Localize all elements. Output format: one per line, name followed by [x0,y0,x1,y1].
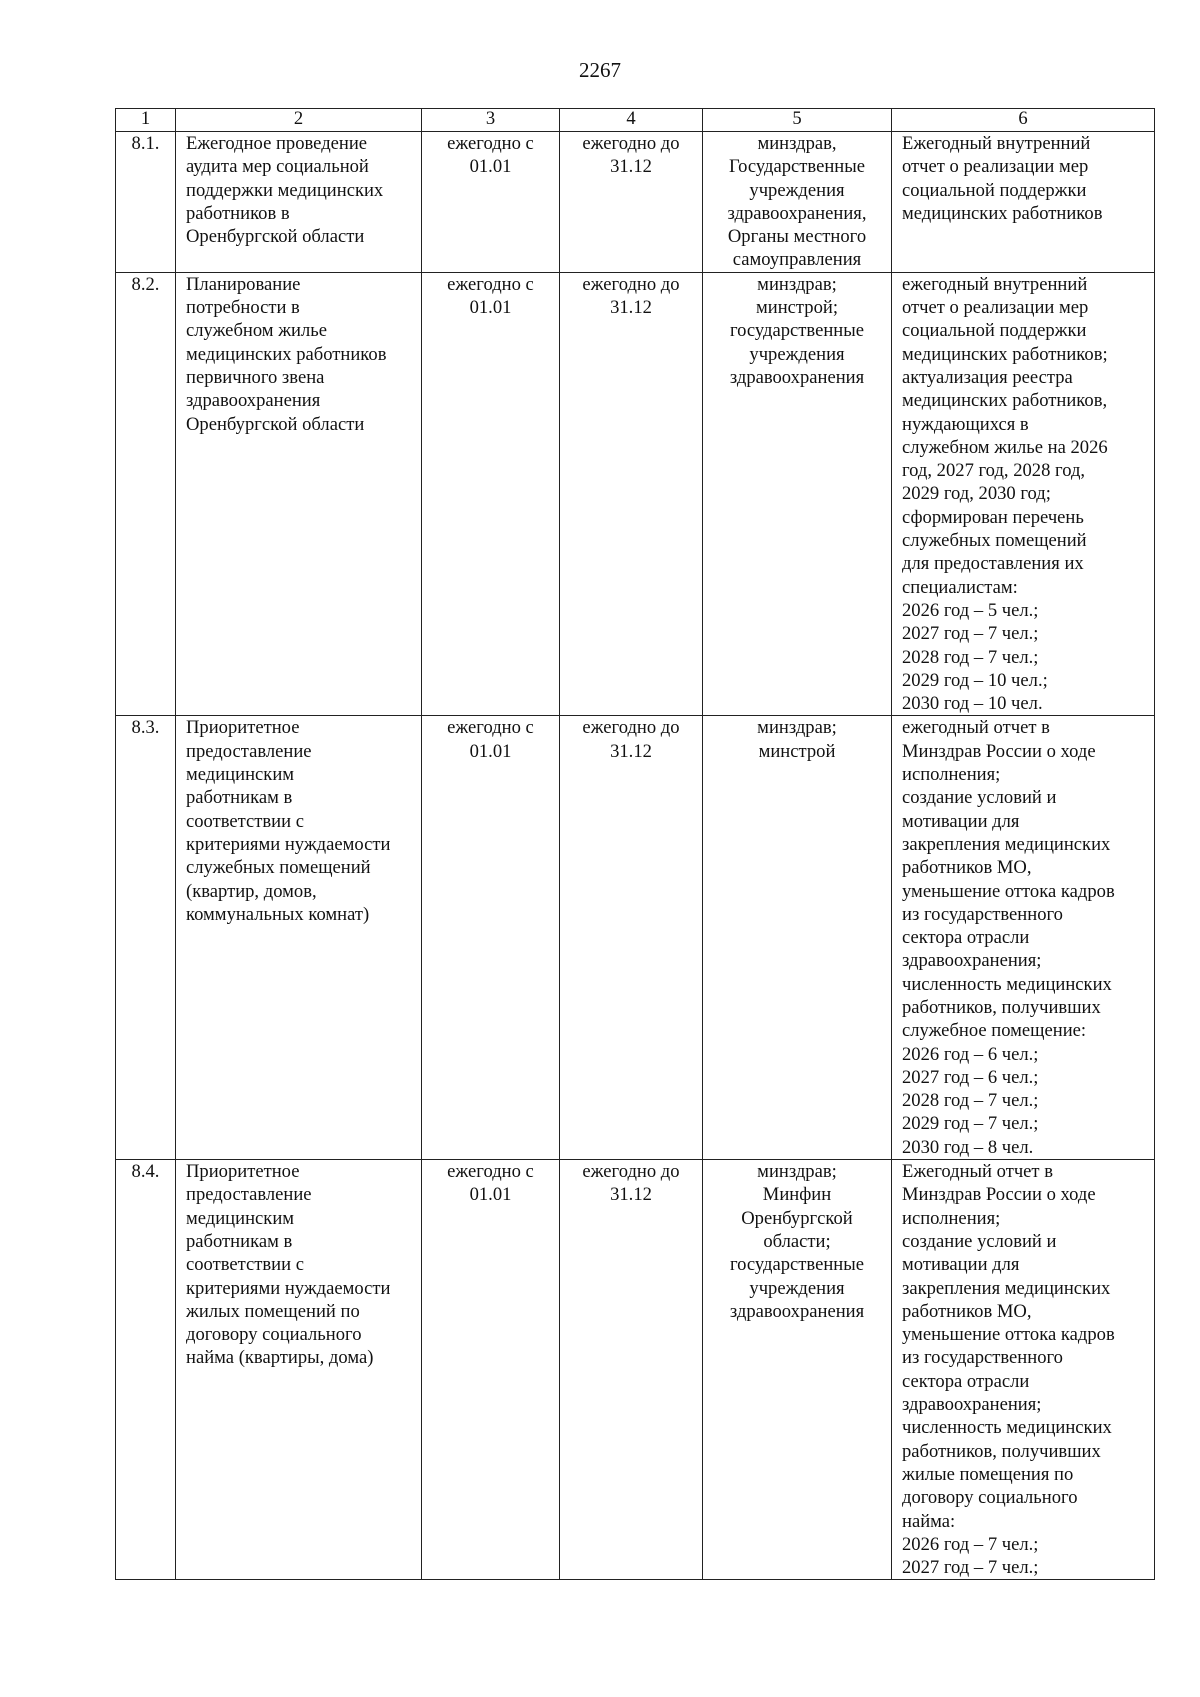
column-header: 6 [892,109,1155,132]
cell-text-line: минздрав; [757,1161,837,1183]
cell-text-line: служебном жилье на 2026 [902,436,1108,458]
cell-text-line: учреждения [749,179,845,201]
cell-text-line: соответствии с [186,1254,304,1276]
cell-text-line: минстрой [758,740,836,762]
cell-text-line: 2027 год – 7 чел.; [902,1557,1039,1579]
cell-text-line: ежегодный отчет в [902,717,1050,739]
cell-text-line: поддержки медицинских [186,179,384,201]
column-header: 1 [116,109,176,132]
cell-text-line: 31.12 [610,1184,652,1206]
cell-text-line: учреждения [749,343,845,365]
cell-text-line: медицинским [186,764,295,786]
cell-text-line: 2026 год – 5 чел.; [902,599,1039,621]
cell-text-line: 31.12 [610,740,652,762]
cell-responsible [703,1160,892,1580]
cell-text-line: исполнения; [902,764,1001,786]
cell-text-line: договору социального [186,1324,362,1346]
cell-text-line: жилые помещения по [902,1463,1074,1485]
cell-text-line: соответствии с [186,810,304,832]
cell-responsible [703,716,892,1160]
cell-responsible [703,132,892,273]
table-row [116,716,1155,1160]
cell-text-line: медицинских работников; [902,343,1108,365]
cell-result [892,132,1155,273]
cell-text-line: служебное помещение: [902,1020,1087,1042]
cell-text-line: минздрав; [757,273,837,295]
cell-text-line: исполнения; [902,1207,1001,1229]
cell-text-line: учреждения [749,1277,845,1299]
cell-text-line: 31.12 [610,297,652,319]
cell-text-line: социальной поддержки [902,179,1087,201]
cell-text-line: Оренбургской области [186,413,365,435]
table-header-row [116,109,1155,132]
cell-start-date [422,132,560,273]
cell-text-line: работников, получивших [902,1440,1101,1462]
cell-text-line: предоставление [186,740,312,762]
cell-text-line: год, 2027 год, 2028 год, [902,460,1086,482]
cell-text-line: 2028 год – 7 чел.; [902,1090,1039,1112]
cell-text-line: 2030 год – 8 чел. [902,1136,1034,1158]
column-header: 2 [176,109,422,132]
cell-text-line: 01.01 [469,156,512,178]
cell-text-line: 01.01 [469,1184,512,1206]
cell-text-line: Минздрав России о ходе [902,740,1096,762]
column-header: 3 [422,109,560,132]
cell-text-line: отчет о реализации мер [902,156,1089,178]
cell-text-line: коммунальных комнат) [186,903,370,925]
cell-text-line: договору социального [902,1487,1078,1509]
cell-text-line: 2029 год – 7 чел.; [902,1113,1039,1135]
measures-table [115,108,1155,1580]
cell-text-line: минздрав; [757,717,837,739]
column-header: 4 [560,109,703,132]
cell-text-line: создание условий и [902,787,1057,809]
cell-text-line: Оренбургской области [186,226,365,248]
cell-result [892,716,1155,1160]
cell-text-line: ежегодный внутренний [902,273,1088,295]
cell-text-line: медицинским [186,1207,295,1229]
cell-measure-name [176,132,422,273]
cell-text-line: специалистам: [902,576,1018,598]
cell-text-line: медицинских работников [902,202,1103,224]
cell-text-line: работников, получивших [902,996,1101,1018]
cell-text-line: сектора отрасли [902,1370,1030,1392]
cell-text-line: потребности в [186,297,300,319]
cell-text-line: 2027 год – 6 чел.; [902,1066,1039,1088]
cell-text-line: Приоритетное [186,717,300,739]
cell-text: 8.3. [131,717,160,739]
table-row [116,132,1155,273]
cell-text-line: сформирован перечень [902,506,1084,528]
cell-text-line: 01.01 [469,297,512,319]
cell-start-date [422,272,560,716]
cell-text-line: закрепления медицинских [902,833,1111,855]
cell-text-line: мотивации для [902,1254,1020,1276]
cell-measure-name [176,272,422,716]
cell-text-line: медицинских работников, [902,390,1108,412]
cell-text-line: работников в [186,202,290,224]
cell-text-line: численность медицинских [902,1417,1112,1439]
cell-result [892,272,1155,716]
cell-text-line: мотивации для [902,810,1020,832]
cell-text-line: работникам в [186,1230,293,1252]
cell-text-line: создание условий и [902,1230,1057,1252]
cell-text-line: для предоставления их [902,553,1084,575]
cell-item-number [116,132,176,273]
cell-text-line: 2029 год – 10 чел.; [902,669,1048,691]
cell-text-line: социальной поддержки [902,320,1087,342]
cell-text-line: предоставление [186,1184,312,1206]
cell-text-line: жилых помещений по [186,1300,360,1322]
cell-text-line: 2027 год – 7 чел.; [902,623,1039,645]
cell-text-line: работников МО, [902,1300,1032,1322]
cell-text-line: здравоохранения; [902,950,1042,972]
cell-text-line: государственные [729,320,864,342]
cell-text-line: численность медицинских [902,973,1112,995]
cell-text-line: ежегодно с [447,273,534,295]
cell-text-line: ежегодно с [447,1161,534,1183]
cell-responsible [703,272,892,716]
cell-text-line: критериями нуждаемости [186,833,391,855]
cell-text-line: 2026 год – 6 чел.; [902,1043,1039,1065]
cell-end-date [560,1160,703,1580]
cell-text-line: работникам в [186,787,293,809]
cell-text-line: ежегодно до [582,717,680,739]
cell-measure-name [176,1160,422,1580]
cell-text-line: здравоохранения; [902,1394,1042,1416]
column-header: 5 [703,109,892,132]
cell-text-line: уменьшение оттока кадров [902,880,1115,902]
cell-start-date [422,1160,560,1580]
cell-text-line: 31.12 [610,156,652,178]
cell-text-line: из государственного [902,903,1063,925]
cell-end-date [560,132,703,273]
cell-text-line: из государственного [902,1347,1063,1369]
cell-text: 8.2. [131,273,160,295]
cell-text-line: аудита мер социальной [186,156,369,178]
cell-text: 8.1. [131,133,160,154]
cell-text-line: минздрав, [757,133,837,154]
cell-text-line: служебных помещений [186,857,371,879]
cell-text-line: ежегодно с [447,717,534,739]
cell-text-line: Ежегодное проведение [186,133,368,154]
cell-text-line: ежегодно до [582,273,680,295]
cell-text-line: Планирование [186,273,301,295]
cell-text-line: актуализация реестра [902,366,1073,388]
cell-text-line: Государственные [729,156,865,178]
cell-text-line: отчет о реализации мер [902,297,1089,319]
cell-text-line: Органы местного [727,226,867,248]
cell-text-line: критериями нуждаемости [186,1277,391,1299]
cell-text-line: (квартир, домов, [186,880,317,902]
cell-text-line: 2029 год, 2030 год; [902,483,1051,505]
cell-text: 8.4. [131,1161,160,1183]
cell-text-line: служебном жилье [186,320,328,342]
cell-text-line: Минфин [762,1184,832,1206]
page-number: 2267 [579,58,621,82]
cell-text-line: самоуправления [732,249,862,271]
cell-text-line: уменьшение оттока кадров [902,1324,1115,1346]
cell-text-line: минстрой; [756,297,838,319]
cell-text-line: здравоохранения [729,366,865,388]
cell-text-line: нуждающихся в [902,413,1029,435]
cell-text-line: здравоохранения, [727,202,867,224]
cell-text-line: Приоритетное [186,1161,300,1183]
cell-measure-name [176,716,422,1160]
cell-text-line: ежегодно с [447,133,534,154]
cell-text-line: области; [763,1230,831,1252]
cell-text-line: здравоохранения [186,390,321,412]
cell-text-line: найма: [902,1510,956,1532]
cell-end-date [560,716,703,1160]
table-row [116,1160,1155,1580]
cell-text-line: первичного звена [186,366,325,388]
cell-text-line: 2026 год – 7 чел.; [902,1533,1039,1555]
cell-text-line: 01.01 [469,740,512,762]
cell-text-line: здравоохранения [729,1300,865,1322]
cell-text-line: работников МО, [902,857,1032,879]
cell-text-line: закрепления медицинских [902,1277,1111,1299]
cell-text-line: ежегодно до [582,1161,680,1183]
cell-text-line: служебных помещений [902,530,1087,552]
cell-result [892,1160,1155,1580]
cell-text-line: ежегодно до [582,133,680,154]
cell-text-line: найма (квартиры, дома) [186,1347,374,1369]
cell-text-line: 2028 год – 7 чел.; [902,646,1039,668]
cell-start-date [422,716,560,1160]
cell-end-date [560,272,703,716]
cell-text-line: государственные [729,1254,864,1276]
cell-text-line: Ежегодный внутренний [902,133,1091,154]
cell-text-line: сектора отрасли [902,927,1030,949]
cell-text-line: Ежегодный отчет в [902,1161,1053,1183]
cell-text-line: медицинских работников [186,343,387,365]
cell-text-line: Оренбургской [741,1207,853,1229]
cell-item-number [116,716,176,1160]
cell-item-number [116,1160,176,1580]
cell-text-line: Минздрав России о ходе [902,1184,1096,1206]
cell-item-number [116,272,176,716]
cell-text-line: 2030 год – 10 чел. [902,693,1043,715]
table-row [116,272,1155,716]
